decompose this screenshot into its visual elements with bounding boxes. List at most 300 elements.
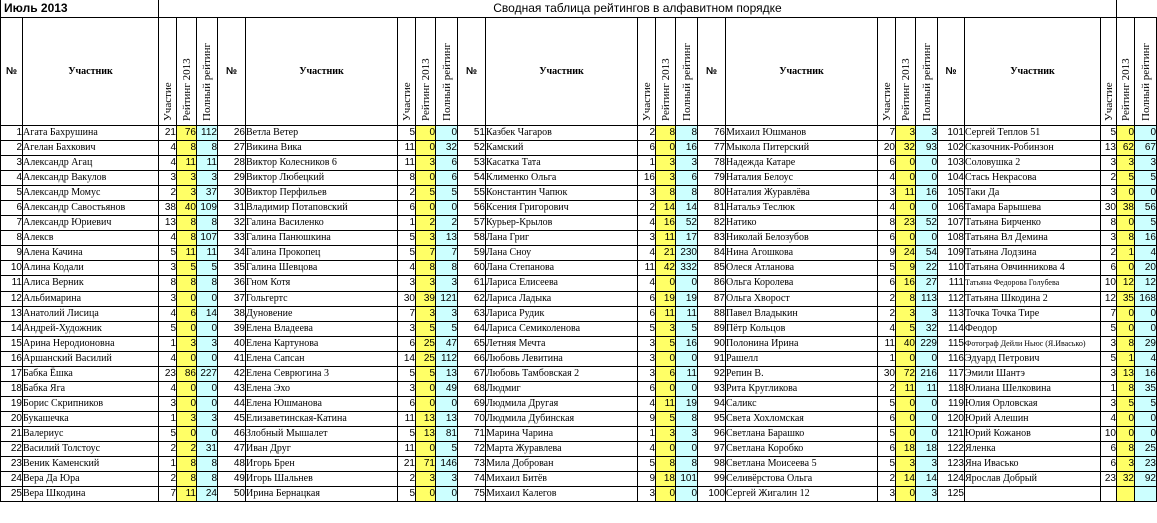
participation-count: 14 (398, 351, 416, 366)
participant-name: Елена Севрюгина 3 (246, 366, 398, 381)
participation-count: 6 (878, 276, 896, 291)
participant-name: Злобный Мышалет (246, 426, 398, 441)
participant-name: Светлана Моисеева 5 (726, 457, 878, 472)
full-rating: 0 (1135, 321, 1157, 336)
participation-count: 4 (638, 246, 656, 261)
entry-number: 41 (218, 351, 246, 366)
rating-2013: 8 (1117, 336, 1135, 351)
rating-2013: 6 (656, 366, 676, 381)
rating-2013: 0 (416, 396, 436, 411)
participant-name: Елена Владеева (246, 321, 398, 336)
participation-count: 7 (878, 126, 896, 141)
entry-number: 117 (938, 366, 965, 381)
header-full-rating-label: Полный рейтинг (680, 42, 693, 121)
participant-name: Камский (486, 141, 638, 156)
entry-number: 83 (698, 231, 726, 246)
participation-count: 2 (638, 201, 656, 216)
rating-2013: 38 (1117, 201, 1135, 216)
full-rating: 0 (1135, 411, 1157, 426)
participation-count: 6 (398, 201, 416, 216)
participant-name: Юлия Орловская (965, 396, 1101, 411)
full-rating: 32 (916, 321, 938, 336)
participant-name: Олеся Атланова (726, 261, 878, 276)
entry-number: 23 (1, 457, 23, 472)
rating-2013: 5 (1117, 171, 1135, 186)
rating-2013: 8 (177, 457, 197, 472)
full-rating: 230 (676, 246, 698, 261)
participant-name: Лариса Семиколенова (486, 321, 638, 336)
entry-number: 118 (938, 381, 965, 396)
table-row (1, 186, 1157, 201)
rating-2013: 5 (416, 321, 436, 336)
participation-count: 7 (398, 306, 416, 321)
participation-count: 2 (1101, 171, 1117, 186)
full-rating: 5 (436, 321, 458, 336)
entry-number: 84 (698, 246, 726, 261)
entry-number: 10 (1, 261, 23, 276)
participant-name: Юрий Кожанов (965, 426, 1101, 441)
rating-2013: 0 (1117, 261, 1135, 276)
participant-name: Касатка Тата (486, 156, 638, 171)
rating-2013: 3 (656, 426, 676, 441)
participant-name: Ирина Бернацкая (246, 487, 398, 502)
full-rating: 49 (436, 381, 458, 396)
rating-2013: 3 (896, 126, 916, 141)
rating-2013: 8 (656, 186, 676, 201)
entry-number: 109 (938, 246, 965, 261)
full-rating: 17 (676, 231, 698, 246)
rating-2013: 11 (656, 396, 676, 411)
rating-2013: 21 (656, 246, 676, 261)
entry-number: 86 (698, 276, 726, 291)
entry-number: 22 (1, 441, 23, 456)
full-rating: 8 (676, 457, 698, 472)
participation-count: 11 (398, 411, 416, 426)
participant-name: Викина Вика (246, 141, 398, 156)
rating-2013: 23 (896, 216, 916, 231)
full-rating: 5 (1135, 396, 1157, 411)
table-row (1, 321, 1157, 336)
full-rating: 3 (197, 411, 218, 426)
participation-count: 3 (159, 261, 177, 276)
participation-count: 21 (398, 457, 416, 472)
full-rating: 67 (1135, 141, 1157, 156)
full-rating: 5 (676, 321, 698, 336)
rating-2013: 0 (656, 441, 676, 456)
full-rating: 6 (436, 156, 458, 171)
full-rating: 3 (1135, 156, 1157, 171)
participation-count: 6 (638, 306, 656, 321)
full-rating: 0 (1135, 306, 1157, 321)
header-participation-label: Участие (880, 82, 893, 121)
participant-name: Татьяна Бирченко (965, 216, 1101, 231)
full-rating: 3 (197, 336, 218, 351)
entry-number: 52 (458, 141, 486, 156)
full-rating: 5 (1135, 171, 1157, 186)
rating-2013: 3 (656, 171, 676, 186)
header-participant: Участник (23, 18, 159, 126)
participant-name: Елена Эхо (246, 381, 398, 396)
rating-2013: 16 (896, 276, 916, 291)
ratings-table (0, 17, 1157, 502)
participation-count: 3 (1101, 396, 1117, 411)
rating-2013: 3 (177, 411, 197, 426)
entry-number: 60 (458, 261, 486, 276)
participation-count: 4 (878, 201, 896, 216)
participant-name: Любовь Левитина (486, 351, 638, 366)
full-rating: 11 (916, 381, 938, 396)
entry-number: 67 (458, 366, 486, 381)
participant-name: Дуновение (246, 306, 398, 321)
table-row (1, 351, 1157, 366)
participation-count: 2 (1101, 246, 1117, 261)
full-rating: 92 (1135, 472, 1157, 487)
rating-2013: 3 (656, 156, 676, 171)
rating-2013: 86 (177, 366, 197, 381)
participation-count: 11 (398, 156, 416, 171)
header-participant: Участник (726, 18, 878, 126)
rating-2013: 19 (656, 291, 676, 306)
entry-number: 89 (698, 321, 726, 336)
full-rating: 3 (676, 426, 698, 441)
rating-2013: 25 (416, 351, 436, 366)
rating-2013: 0 (177, 351, 197, 366)
rating-2013: 16 (656, 216, 676, 231)
participant-name: Елена Сапсан (246, 351, 398, 366)
participant-name: Валериус (23, 426, 159, 441)
full-rating: 14 (916, 472, 938, 487)
rating-2013: 42 (656, 261, 676, 276)
entry-number: 108 (938, 231, 965, 246)
participation-count: 3 (878, 487, 896, 502)
participant-name: Марина Чарина (486, 426, 638, 441)
participation-count: 3 (1101, 366, 1117, 381)
participation-count: 4 (638, 216, 656, 231)
entry-number: 74 (458, 472, 486, 487)
table-row (1, 411, 1157, 426)
rating-2013: 18 (896, 441, 916, 456)
rating-2013: 62 (1117, 141, 1135, 156)
participant-name: Виктор Любецкий (246, 171, 398, 186)
entry-number: 19 (1, 396, 23, 411)
entry-number: 9 (1, 246, 23, 261)
participation-count: 5 (878, 396, 896, 411)
table-row (1, 472, 1157, 487)
participant-name: Борис Скрипников (23, 396, 159, 411)
header-full-rating (676, 18, 698, 126)
participant-name: Виктор Перфильев (246, 186, 398, 201)
full-rating: 31 (197, 441, 218, 456)
rating-2013: 3 (1117, 156, 1135, 171)
participation-count: 4 (638, 276, 656, 291)
rating-2013: 76 (177, 126, 197, 141)
participation-count: 1 (159, 457, 177, 472)
participation-count: 30 (398, 291, 416, 306)
rating-2013: 0 (177, 321, 197, 336)
participant-name: Агата Бахрушина (23, 126, 159, 141)
participation-count: 12 (1101, 291, 1117, 306)
entry-number: 37 (218, 291, 246, 306)
table-row (1, 231, 1157, 246)
rating-2013: 7 (416, 246, 436, 261)
entry-number: 17 (1, 366, 23, 381)
header-num: № (218, 18, 246, 126)
participation-count: 6 (878, 156, 896, 171)
entry-number: 90 (698, 336, 726, 351)
rating-2013: 0 (416, 381, 436, 396)
header-participation-label: Участие (640, 82, 653, 121)
full-rating: 0 (436, 126, 458, 141)
entry-number: 101 (938, 126, 965, 141)
full-rating: 37 (197, 186, 218, 201)
entry-number: 123 (938, 457, 965, 472)
participation-count: 3 (878, 186, 896, 201)
entry-number: 91 (698, 351, 726, 366)
participation-count: 3 (638, 487, 656, 502)
full-rating: 0 (197, 381, 218, 396)
participation-count: 6 (398, 396, 416, 411)
header-num: № (938, 18, 965, 126)
full-rating: 6 (676, 171, 698, 186)
entry-number: 6 (1, 201, 23, 216)
rating-2013: 0 (896, 201, 916, 216)
header-rating-2013-label: Рейтинг 2013 (1119, 58, 1132, 121)
entry-number: 71 (458, 426, 486, 441)
full-rating: 14 (197, 306, 218, 321)
participation-count: 5 (159, 321, 177, 336)
participation-count: 8 (878, 216, 896, 231)
rating-2013: 72 (896, 366, 916, 381)
participant-name: Арина Неродионовна (23, 336, 159, 351)
entry-number: 93 (698, 381, 726, 396)
participant-name: Михаил Юшманов (726, 126, 878, 141)
entry-number: 30 (218, 186, 246, 201)
header-full-rating (197, 18, 218, 126)
participation-count: 2 (638, 126, 656, 141)
participation-count: 6 (1101, 261, 1117, 276)
entry-number: 35 (218, 261, 246, 276)
participant-name: Стась Некрасова (965, 171, 1101, 186)
entry-number: 15 (1, 336, 23, 351)
rating-2013: 3 (177, 186, 197, 201)
rating-2013: 3 (177, 336, 197, 351)
rating-2013: 9 (896, 261, 916, 276)
participant-name: Саликс (726, 396, 878, 411)
entry-number: 31 (218, 201, 246, 216)
entry-number: 122 (938, 441, 965, 456)
entry-number: 112 (938, 291, 965, 306)
entry-number: 94 (698, 396, 726, 411)
header-participant: Участник (965, 18, 1101, 126)
header-participation (159, 18, 177, 126)
entry-number: 69 (458, 396, 486, 411)
header-full-rating-label: Полный рейтинг (201, 42, 213, 121)
participation-count: 3 (1101, 156, 1117, 171)
rating-2013: 5 (656, 336, 676, 351)
participation-count: 4 (159, 156, 177, 171)
participation-count: 9 (638, 472, 656, 487)
participant-name: Мила Доброван (486, 457, 638, 472)
participation-count: 1 (638, 426, 656, 441)
participation-count: 3 (638, 336, 656, 351)
full-rating: 81 (436, 426, 458, 441)
participant-name: Алексв (23, 231, 159, 246)
participant-name: Марта Журавлева (486, 441, 638, 456)
full-rating: 25 (1135, 441, 1157, 456)
entry-number: 53 (458, 156, 486, 171)
entry-number: 110 (938, 261, 965, 276)
rating-2013: 11 (656, 306, 676, 321)
participant-name: Любовь Тамбовская 2 (486, 366, 638, 381)
entry-number: 106 (938, 201, 965, 216)
entry-number: 27 (218, 141, 246, 156)
participation-count: 3 (638, 366, 656, 381)
participation-count: 6 (878, 411, 896, 426)
full-rating: 56 (1135, 201, 1157, 216)
participant-name: Лана Сноу (486, 246, 638, 261)
participation-count: 6 (1101, 457, 1117, 472)
participant-name: Курьер-Крылов (486, 216, 638, 231)
full-rating: 3 (436, 306, 458, 321)
participant-name: Рита Кругликова (726, 381, 878, 396)
full-rating: 0 (197, 291, 218, 306)
entry-number: 64 (458, 321, 486, 336)
entry-number: 113 (938, 306, 965, 321)
participant-name: Репин В. (726, 366, 878, 381)
rating-2013: 3 (416, 156, 436, 171)
full-rating: 11 (197, 246, 218, 261)
full-rating: 3 (916, 487, 938, 502)
rating-2013: 0 (656, 487, 676, 502)
full-rating: 5 (1135, 216, 1157, 231)
table-row (1, 291, 1157, 306)
table-row (1, 156, 1157, 171)
rating-2013: 5 (416, 186, 436, 201)
table-row (1, 366, 1157, 381)
full-rating: 0 (676, 351, 698, 366)
header-participation-label: Участие (400, 82, 413, 121)
participant-name: Елена Картунова (246, 336, 398, 351)
participant-name: Иван Друг (246, 441, 398, 456)
rating-2013: 0 (1117, 321, 1135, 336)
rating-2013: 0 (656, 381, 676, 396)
full-rating: 27 (916, 276, 938, 291)
participant-name: Людмила Другая (486, 396, 638, 411)
participant-name: Летняя Мечта (486, 336, 638, 351)
rating-2013: 13 (416, 426, 436, 441)
entry-number: 11 (1, 276, 23, 291)
full-rating: 8 (197, 472, 218, 487)
full-rating: 113 (916, 291, 938, 306)
table-row (1, 381, 1157, 396)
full-rating: 332 (676, 261, 698, 276)
rating-2013: 8 (177, 216, 197, 231)
participation-count: 16 (638, 171, 656, 186)
participant-name: Казбек Чагаров (486, 126, 638, 141)
entry-number: 39 (218, 321, 246, 336)
entry-number: 8 (1, 231, 23, 246)
participation-count: 5 (398, 126, 416, 141)
rating-2013: 8 (177, 141, 197, 156)
rating-2013: 39 (416, 291, 436, 306)
full-rating: 11 (676, 366, 698, 381)
participation-count: 5 (398, 366, 416, 381)
entry-number: 68 (458, 381, 486, 396)
entry-number: 45 (218, 411, 246, 426)
entry-number: 13 (1, 306, 23, 321)
rating-2013: 8 (1117, 231, 1135, 246)
rating-2013: 5 (656, 411, 676, 426)
participant-name: Букашечка (23, 411, 159, 426)
table-row (1, 201, 1157, 216)
participation-count: 9 (878, 246, 896, 261)
full-rating: 0 (676, 441, 698, 456)
participant-name: Гольгертс (246, 291, 398, 306)
entry-number: 75 (458, 487, 486, 502)
participant-name: Светлана Барашко (726, 426, 878, 441)
participant-name: Константин Чапюк (486, 186, 638, 201)
full-rating: 8 (197, 457, 218, 472)
entry-number: 26 (218, 126, 246, 141)
header-full-rating (1135, 18, 1157, 126)
participant-name: Феодор (965, 321, 1101, 336)
entry-number: 103 (938, 156, 965, 171)
entry-number: 40 (218, 336, 246, 351)
rating-2013: 3 (896, 306, 916, 321)
entry-number: 18 (1, 381, 23, 396)
header-row (1, 18, 1157, 126)
participant-name: Александр Момус (23, 186, 159, 201)
participant-name: Лариса Рудик (486, 306, 638, 321)
participation-count: 5 (638, 457, 656, 472)
entry-number: 46 (218, 426, 246, 441)
full-rating: 24 (197, 487, 218, 502)
full-rating: 0 (916, 411, 938, 426)
rating-2013: 0 (896, 156, 916, 171)
full-rating: 3 (916, 457, 938, 472)
header-participation-label: Участие (1102, 82, 1115, 121)
rating-2013: 3 (416, 231, 436, 246)
participant-name: Эдуард Петрович (965, 351, 1101, 366)
full-rating: 0 (436, 396, 458, 411)
participation-count: 2 (159, 186, 177, 201)
full-rating: 0 (916, 201, 938, 216)
participant-name: Татьяна Овчинникова 4 (965, 261, 1101, 276)
entry-number: 20 (1, 411, 23, 426)
rating-2013: 14 (896, 472, 916, 487)
participant-name: Михаил Битёв (486, 472, 638, 487)
full-rating: 52 (916, 216, 938, 231)
entry-number: 7 (1, 216, 23, 231)
rating-2013: 32 (896, 141, 916, 156)
participant-name: Клименко Ольга (486, 171, 638, 186)
rating-2013: 1 (1117, 246, 1135, 261)
full-rating: 5 (436, 441, 458, 456)
participation-count: 1 (398, 216, 416, 231)
rating-2013: 5 (896, 321, 916, 336)
full-rating: 16 (676, 336, 698, 351)
rating-2013: 3 (177, 171, 197, 186)
entry-number: 115 (938, 336, 965, 351)
rating-2013: 0 (896, 487, 916, 502)
full-rating: 8 (676, 411, 698, 426)
participation-count: 3 (398, 381, 416, 396)
entry-number: 105 (938, 186, 965, 201)
rating-2013: 32 (1117, 472, 1135, 487)
participant-name: Лариса Елисеева (486, 276, 638, 291)
full-rating: 14 (676, 201, 698, 216)
rating-2013: 5 (1117, 396, 1135, 411)
